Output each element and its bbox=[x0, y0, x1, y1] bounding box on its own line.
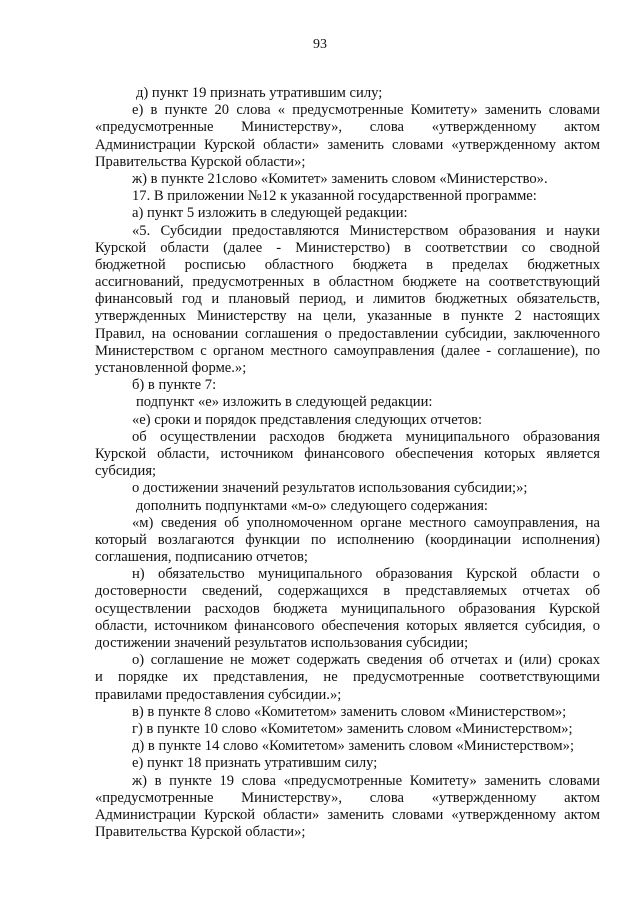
page-number: 93 bbox=[313, 37, 327, 52]
text-line: н) обязательство муниципального образования Курской области о bbox=[132, 566, 600, 583]
text-line: б) в пункте 7: bbox=[132, 377, 217, 394]
text-line: установленной форме.»; bbox=[95, 360, 247, 376]
text-line: е) в пункте 20 слова « предусмотренные Комитету» заменить словами bbox=[132, 102, 600, 119]
text-line: в) в пункте 8 слово «Комитетом» заменить словом «Министерством»; bbox=[132, 703, 567, 720]
text-line: достоверности сведений, содержащихся в представляемых отчетах об bbox=[95, 583, 600, 600]
text-line: ж) в пункте 19 слова «предусмотренные Комитету» заменить словами bbox=[132, 772, 600, 789]
text-line: Администрации Курской области» заменить словами «утвержденному актом bbox=[95, 136, 600, 153]
text-line: «е) сроки и порядок представления следующих отчетов: bbox=[132, 411, 483, 428]
text-line: Курской области (далее - Министерство) в соответствии со сводной bbox=[95, 239, 600, 256]
text-line: утвержденных Министерству на цели, указанные в пункте 2 настоящих bbox=[95, 308, 600, 325]
text-line: бюджетной росписью областного бюджета в пределах бюджетных bbox=[95, 256, 600, 273]
text-line: осуществлении расходов бюджета муниципального образования Курской bbox=[95, 600, 600, 617]
text-line: а) пункт 5 изложить в следующей редакции: bbox=[132, 205, 408, 222]
text-line: Правительства Курской области»; bbox=[95, 153, 306, 170]
text-line: правилами предоставления субсидии.»; bbox=[95, 686, 342, 703]
text-line: подпункт «е» изложить в следующей редакции: bbox=[136, 394, 433, 411]
document-body bbox=[95, 85, 600, 841]
text-line: финансовый год и плановый период, и лимитов бюджетных обязательств, bbox=[95, 291, 600, 308]
text-line: о) соглашение не может содержать сведения об отчетах и (или) сроках bbox=[132, 652, 600, 669]
text-line: ж) в пункте 21слово «Комитет» заменить словом «Министерство». bbox=[132, 170, 548, 187]
text-line: «предусмотренные Министерству», слова «утвержденному актом bbox=[95, 119, 600, 136]
text-line: Министерством с органом местного самоуправления (далее - соглашение), по bbox=[95, 342, 600, 359]
text-line: Курской области, источником финансового обеспечения которых является bbox=[95, 445, 600, 462]
text-line: дополнить подпунктами «м-о» следующего содержания: bbox=[136, 497, 488, 514]
text-line: г) в пункте 10 слово «Комитетом» заменить словом «Министерством»; bbox=[132, 720, 573, 737]
text-line: который возлагаются функции по исполнению (координации исполнения) bbox=[95, 531, 600, 548]
text-line: области, источником финансового обеспечения которых является субсидия, о bbox=[95, 617, 600, 634]
text-line: Правил, на основании соглашения о предоставлении субсидии, заключенного bbox=[95, 325, 600, 342]
text-line: «м) сведения об уполномоченном органе местного самоуправления, на bbox=[132, 514, 600, 531]
text-line: и порядке их представления, не предусмотренные соответствующими bbox=[95, 669, 600, 686]
text-line: «предусмотренные Министерству», слова «утвержденному актом bbox=[95, 789, 600, 806]
text-line: д) в пункте 14 слово «Комитетом» заменить словом «Министерством»; bbox=[132, 738, 575, 755]
text-line: ассигнований, предусмотренных в областном бюджете на соответствующий bbox=[95, 274, 600, 291]
text-line: об осуществлении расходов бюджета муниципального образования bbox=[132, 428, 600, 445]
text-line: Правительства Курской области»; bbox=[95, 824, 306, 841]
text-line: субсидия; bbox=[95, 463, 157, 480]
text-line: достижении значений результатов использования субсидии; bbox=[95, 635, 469, 651]
text-line: Администрации Курской области» заменить словами «утвержденному актом bbox=[95, 806, 600, 823]
text-line: е) пункт 18 признать утратившим силу; bbox=[132, 755, 378, 772]
text-line: «5. Субсидии предоставляются Министерством образования и науки bbox=[132, 222, 600, 239]
text-line: 17. В приложении №12 к указанной государственной программе: bbox=[132, 188, 537, 205]
text-line: соглашения, подписанию отчетов; bbox=[95, 549, 308, 566]
text-line: д) пункт 19 признать утратившим силу; bbox=[136, 85, 383, 101]
text-line: о достижении значений результатов использования субсидии;»; bbox=[132, 480, 528, 497]
